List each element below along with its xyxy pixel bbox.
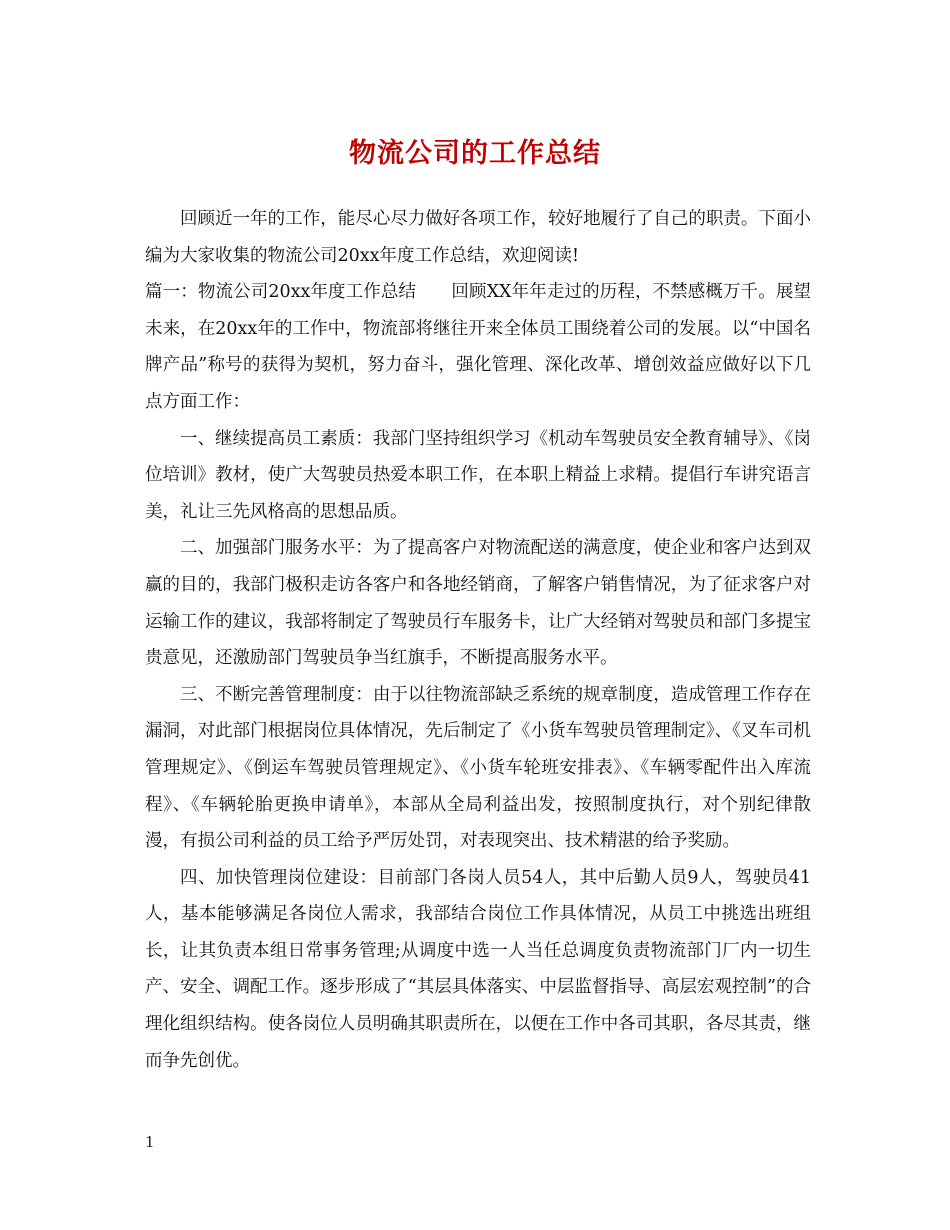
point-four-paragraph: 四、加快管理岗位建设：目前部门各岗人员54人，其中后勤人员9人，驾驶员41人，基本能够满足各岗位人需求，我部结合岗位工作具体情况，从员工中挑选出班组长，让其负责本组日常事务管理;从调度中选一人当任总调度负责物流部门厂内一切生产、安全、调配工作。逐步形成了“其层具体落实、中层监督指导、高层宏观控制”的合理化组织结构。使各岗位人员明确其职责所在，以便在工作中各司其职，各尽其责，继而争先创优。 [145,867,811,1071]
point-one-paragraph: 一、继续提高员工素质：我部门坚持组织学习《机动车驾驶员安全教育辅导》、《岗位培训》教材，使广大驾驶员热爱本职工作，在本职上精益上求精。提倡行车讲究语言美，礼让三先风格高的思想品质。 [145,428,811,522]
intro-paragraph: 回顾近一年的工作，能尽心尽力做好各项工作，较好地履行了自己的职责。下面小编为大家收集的物流公司20xx年度工作总结，欢迎阅读! [145,209,811,266]
point-three-paragraph: 三、不断完善管理制度：由于以往物流部缺乏系统的规章制度，造成管理工作存在漏洞，对此部门根据岗位具体情况，先后制定了《小货车驾驶员管理制定》、《叉车司机管理规定》、《倒运车驾驶员管理规定》、《小货车轮班安排表》、《车辆零配件出入库流程》、《车辆轮胎更换申请单》，本部从全局利益出发，按照制度执行，对个别纪律散漫，有损公司利益的员工给予严厉处罚，对表现突出、技术精湛的给予奖励。 [145,684,811,852]
document-body [145,201,811,1079]
point-two-paragraph: 二、加强部门服务水平：为了提高客户对物流配送的满意度，使企业和客户达到双赢的目的，我部门极积走访各客户和各地经销商，了解客户销售情况，为了征求客户对运输工作的建议，我部将制定了驾驶员行车服务卡，让广大经销对驾驶员和部门多提宝贵意见，还激励部门驾驶员争当红旗手，不断提高服务水平。 [145,538,811,669]
section-one-intro-paragraph: 篇一：物流公司20xx年度工作总结 回顾XX年年走过的历程，不禁感概万千。展望未来，在20xx年的工作中，物流部将继往开来全体员工围绕着公司的发展。以“中国名牌产品”称号的获得为契机，努力奋斗，强化管理、深化改革、增创效益应做好以下几点方面工作： [145,282,811,412]
page-number: 1 [145,1133,155,1151]
document-title: 物流公司的工作总结 [349,138,601,169]
